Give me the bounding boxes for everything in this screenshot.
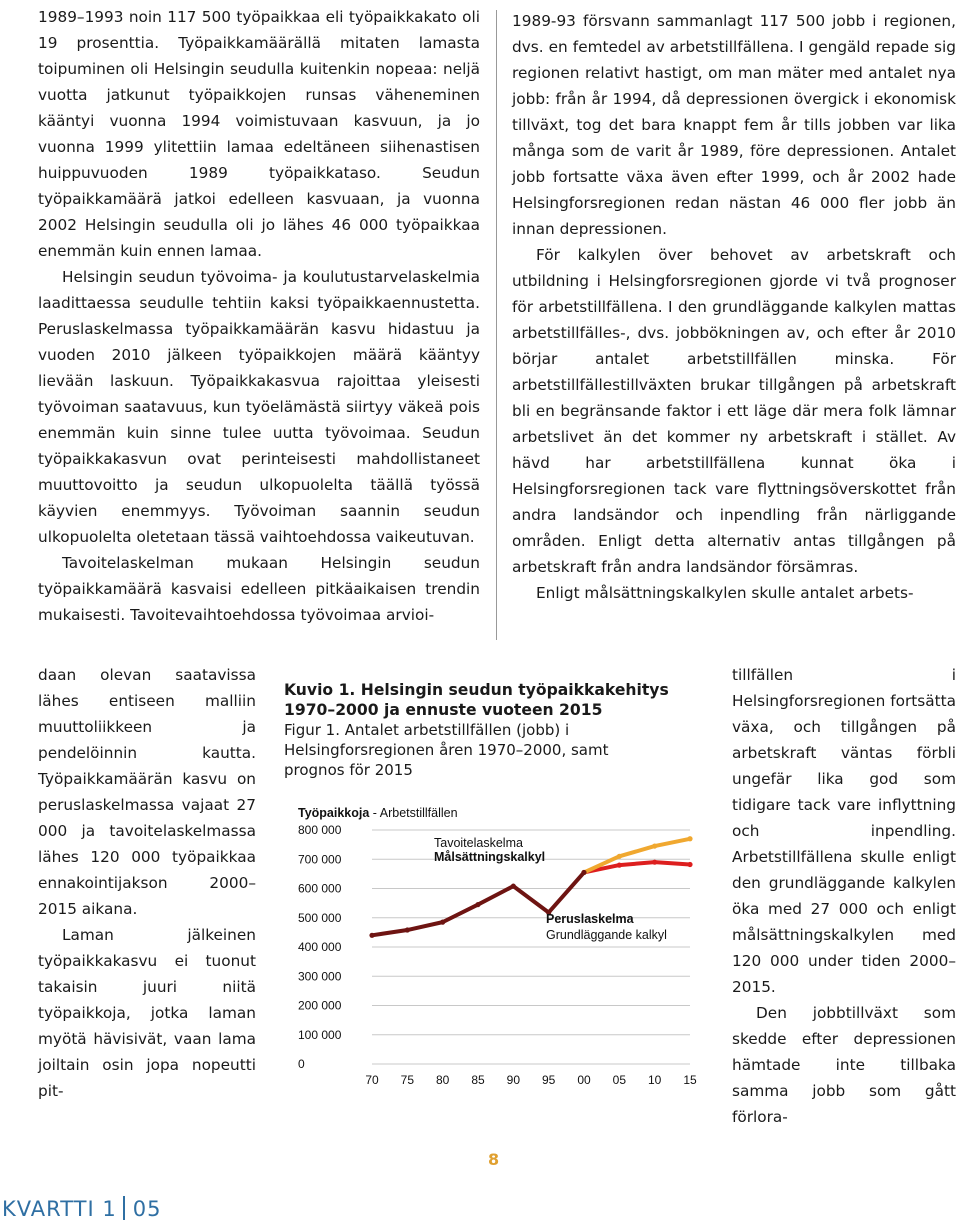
x-tick-label: 15 bbox=[683, 1073, 697, 1087]
y-tick-label: 200 000 bbox=[298, 998, 342, 1013]
paragraph: Tavoitelaskelman mukaan Helsingin seudun työpaikkamäärä kasvaisi edelleen pitkäaikaisen trendin mukaisesti. Tavoitevaihtoehdossa työvoimaa arvioi- bbox=[38, 554, 480, 624]
data-point bbox=[617, 854, 622, 859]
x-tick-label: 05 bbox=[612, 1073, 627, 1087]
left-column-finnish bbox=[38, 4, 480, 628]
x-tick-label: 00 bbox=[577, 1073, 591, 1087]
x-tick-label: 80 bbox=[435, 1073, 450, 1087]
magazine-brand bbox=[2, 1196, 161, 1221]
data-point bbox=[617, 863, 622, 868]
paragraph: 1989–1993 noin 117 500 työpaikkaa eli työpaikkakato oli 19 prosenttia. Työpaikkamäärällä mitaten lamasta toipuminen oli Helsingin seudulla kuitenkin nopeaa: neljä vuotta jatkunut työpaikkojen runsas väheneminen kääntyi vuonna 1994 voimistuvaan kasvuun, ja jo vuonna 1999 ylitettiin lamaa edeltäneen siihenastisen huippuvuoden 1989 työpaikkataso. Seudun työpaikkamäärä jatkoi edelleen kasvuaan, ja vuonna 2002 Helsingin seudulla oli jo lähes 46 000 työpaikkaa enemmän kuin ennen lamaa. bbox=[38, 8, 480, 260]
paragraph: Helsingin seudun työvoima- ja koulutustarvelaskelmia laadittaessa seudulle tehtiin kaksi työpaikkaennustetta. Peruslaskelmassa työpaikkamäärän kasvu hidastuu ja vuoden 2010 jälkeen työpaikkojen määrä kääntyy lievään laskuun. Työpaikkakasvua rajoittaa yleisesti työvoiman saatavuus, kun työelämästä siirtyy väkeä pois enemmän kuin sinne tulee uutta työvoimaa. Seudun työpaikkakasvun ovat perinteisesti mahdollistaneet muuttovoitto ja seudun ulkopuolelta täällä työssä käyvien enemmyys. Työvoiman saannin seudun ulkopuolelta oletetaan tässä vaihtoehdossa vaikeutuvan. bbox=[38, 268, 480, 546]
paragraph: Enligt målsättningskalkylen skulle antalet arbets- bbox=[536, 584, 914, 602]
x-tick-label: 75 bbox=[400, 1073, 415, 1087]
caption-swedish-line: Helsingforsregionen åren 1970–2000, samt bbox=[284, 741, 609, 759]
annotation-perus-sv: Grundläggande kalkyl bbox=[546, 928, 667, 942]
brand-name: KVARTTI 1 bbox=[2, 1197, 117, 1221]
y-tick-label: 100 000 bbox=[298, 1027, 342, 1042]
paragraph: Laman jälkeinen työpaikkakasvu ei tuonut takaisin juuri niitä työpaikkoja, jotka laman myötä hävisivät, vaan lama joiltain osin jopa nopeutti pit- bbox=[38, 926, 256, 1100]
x-tick-label: 10 bbox=[647, 1073, 662, 1087]
paragraph: För kalkylen över behovet av arbetskraft och utbildning i Helsingforsregionen gjorde vi två prognoser för arbetstillfällena. I den grundläggande kalkylen mattas arbetstillfälles-, dvs. jobbökningen av, och efter år 2010 börjar antalet arbetstillfällen minska. För arbetstillfällestillväxten brukar tillgången på arbetskraft bli en begränsande faktor i ett läge där mera folk lämnar arbetslivet än det kommer ny arbetskraft i stället. Av hävd har arbetstillfällena kunnat öka i Helsingforsregionen tack vare flyttningsöverskottet från andra landsändor och inpendling från närliggande områden. Enligt detta alternativ antas tillgången på arbetskraft från andra landsändor försämras. bbox=[512, 246, 956, 576]
paragraph: 1989-93 försvann sammanlagt 117 500 jobb i regionen, dvs. en femtedel av arbetstillfällena. I gengäld repade sig regionen relativt hastigt, om man mäter med antalet nya jobb: från år 1994, då depressionen övergick i ekonomisk tillväxt, tog det bara knappt fem år tills jobben var lika många som de varit år 1989, före depressionen. Antalet jobb fortsatte växa även efter 1999, och år 2002 hade Helsingforsregionen redan nästan 46 000 fler jobb än innan depressionen. bbox=[512, 12, 956, 238]
data-point bbox=[511, 884, 516, 889]
annotation-tavoite-sv: Målsättningskalkyl bbox=[434, 850, 546, 864]
data-point bbox=[687, 836, 692, 841]
right-narrow-column bbox=[732, 662, 956, 1130]
data-point bbox=[687, 862, 692, 867]
x-tick-label: 95 bbox=[541, 1073, 556, 1087]
caption-finnish-line: Kuvio 1. Helsingin seudun työpaikkakehitys bbox=[284, 681, 669, 699]
employment-line-chart bbox=[284, 800, 704, 1100]
chart-y-label-sv: - Arbetstillfällen bbox=[369, 806, 458, 820]
data-point bbox=[652, 843, 657, 848]
right-column-swedish bbox=[512, 8, 956, 606]
chart-x-ticks bbox=[365, 1073, 697, 1087]
x-tick-label: 70 bbox=[365, 1073, 379, 1087]
y-tick-label: 300 000 bbox=[298, 969, 342, 984]
annotation-tavoite-fi: Tavoitelaskelma bbox=[434, 836, 523, 850]
y-tick-label: 500 000 bbox=[298, 910, 342, 925]
x-tick-label: 85 bbox=[471, 1073, 485, 1087]
y-tick-label: 600 000 bbox=[298, 881, 342, 896]
data-point bbox=[581, 870, 586, 875]
data-point bbox=[652, 860, 657, 865]
caption-finnish-line: 1970–2000 ja ennuste vuoteen 2015 bbox=[284, 701, 603, 719]
figure-caption bbox=[284, 680, 704, 780]
chart-y-label bbox=[298, 806, 458, 820]
chart-y-label-fi: Työpaikkoja bbox=[298, 806, 370, 820]
caption-swedish-line: Figur 1. Antalet arbetstillfällen (jobb) i bbox=[284, 721, 570, 739]
column-divider bbox=[496, 10, 497, 640]
brand-issue: 05 bbox=[132, 1197, 162, 1221]
annotation-perus-fi: Peruslaskelma bbox=[546, 912, 634, 926]
y-tick-label: 800 000 bbox=[298, 823, 342, 837]
data-point bbox=[405, 927, 410, 932]
brand-separator bbox=[123, 1196, 125, 1220]
paragraph: Den jobbtillväxt som skedde efter depressionen hämtade inte tillbaka samma jobb som gått förlora- bbox=[732, 1004, 956, 1126]
page-number: 8 bbox=[488, 1150, 500, 1169]
data-point bbox=[475, 902, 480, 907]
x-tick-label: 90 bbox=[506, 1073, 521, 1087]
paragraph: tillfällen i Helsingforsregionen fortsätta växa, och tillgången på arbetskraft väntas förbli ungefär lika god som tidigare tack vare inflyttning och inpendling. Arbetstillfällena skulle enligt den grundläggande kalkylen öka med 27 000 och enligt målsättningskalkylen med 120 000 under tiden 2000–2015. bbox=[732, 666, 956, 996]
paragraph: daan olevan saatavissa lähes entiseen malliin muuttoliikkeen ja pendelöinnin kautta. Työpaikkamäärän kasvu on peruslaskelmassa vajaat 27 000 ja tavoitelaskelmassa lähes 120 000 työpaikkaa ennakointijakson 2000–2015 aikana. bbox=[38, 666, 256, 918]
series-line bbox=[584, 839, 690, 873]
left-narrow-column bbox=[38, 662, 256, 1104]
y-tick-label: 0 bbox=[298, 1057, 305, 1071]
y-tick-label: 400 000 bbox=[298, 940, 342, 954]
caption-swedish-line: prognos för 2015 bbox=[284, 761, 413, 779]
data-point bbox=[440, 920, 445, 925]
data-point bbox=[369, 933, 374, 938]
y-tick-label: 700 000 bbox=[298, 852, 342, 867]
chart-y-ticks bbox=[298, 823, 342, 1071]
